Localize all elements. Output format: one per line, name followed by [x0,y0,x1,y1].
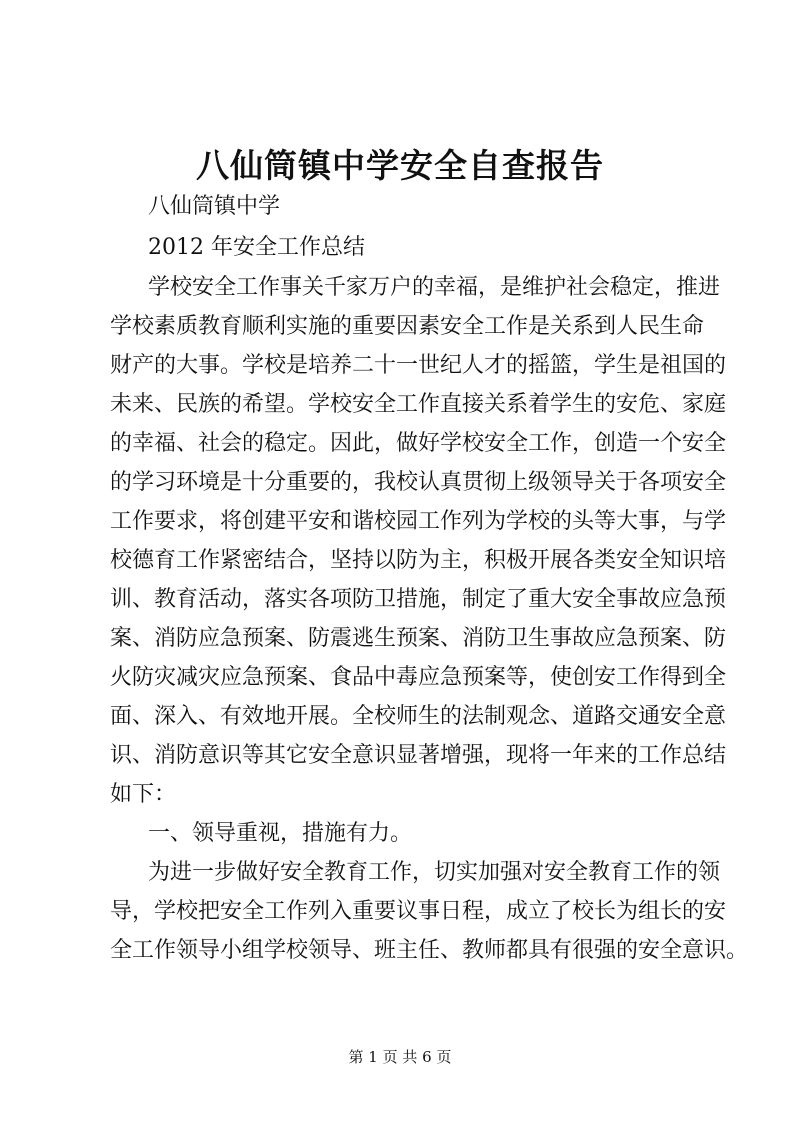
subtitle-line: 2012 年安全工作总结 [148,235,365,260]
paragraph-line: 识、消防意识等其它安全意识显著增强，现将一年来的工作总结 [110,743,727,768]
paragraph-line: 面、深入、有效地开展。全校师生的法制观念、道路交通安全意 [110,704,727,729]
paragraph-line: 导，学校把安全工作列入重要议事日程，成立了校长为组长的安 [110,899,727,924]
document-title: 八仙筒镇中学安全自查报告 [196,146,604,185]
paragraph-line: 如下： [110,782,177,807]
paragraph-line: 案、消防应急预案、防震逃生预案、消防卫生事故应急预案、防 [110,626,727,651]
paragraph-line: 火防灾减灾应急预案、食品中毒应急预案等，使创安工作得到全 [110,665,727,690]
paragraph-line: 未来、民族的希望。学校安全工作直接关系着学生的安危、家庭 [110,392,727,417]
page-number: 第 1 页 共 6 页 [348,1048,452,1066]
paragraph-line: 全工作领导小组学校领导、班主任、教师都具有很强的安全意识。 [110,938,749,963]
paragraph-line: 学校素质教育顺利实施的重要因素安全工作是关系到人民生命 [110,314,705,339]
author-line: 八仙筒镇中学 [148,194,281,219]
paragraph-line: 为进一步做好安全教育工作，切实加强对安全教育工作的领 [148,860,721,885]
paragraph-line: 训、教育活动，落实各项防卫措施，制定了重大安全事故应急预 [110,587,727,612]
paragraph-line: 的幸福、社会的稳定。因此，做好学校安全工作，创造一个安全 [110,431,727,456]
paragraph-line: 财产的大事。学校是培养二十一世纪人才的摇篮，学生是祖国的 [110,353,727,378]
paragraph-line: 工作要求，将创建平安和谐校园工作列为学校的头等大事，与学 [110,509,727,534]
paragraph-line: 的学习环境是十分重要的，我校认真贯彻上级领导关于各项安全 [110,470,727,495]
paragraph-line: 学校安全工作事关千家万户的幸福，是维护社会稳定，推进 [148,275,721,300]
paragraph-line: 校德育工作紧密结合，坚持以防为主，积极开展各类安全知识培 [110,548,727,573]
section-heading: 一、领导重视，措施有力。 [148,821,413,846]
